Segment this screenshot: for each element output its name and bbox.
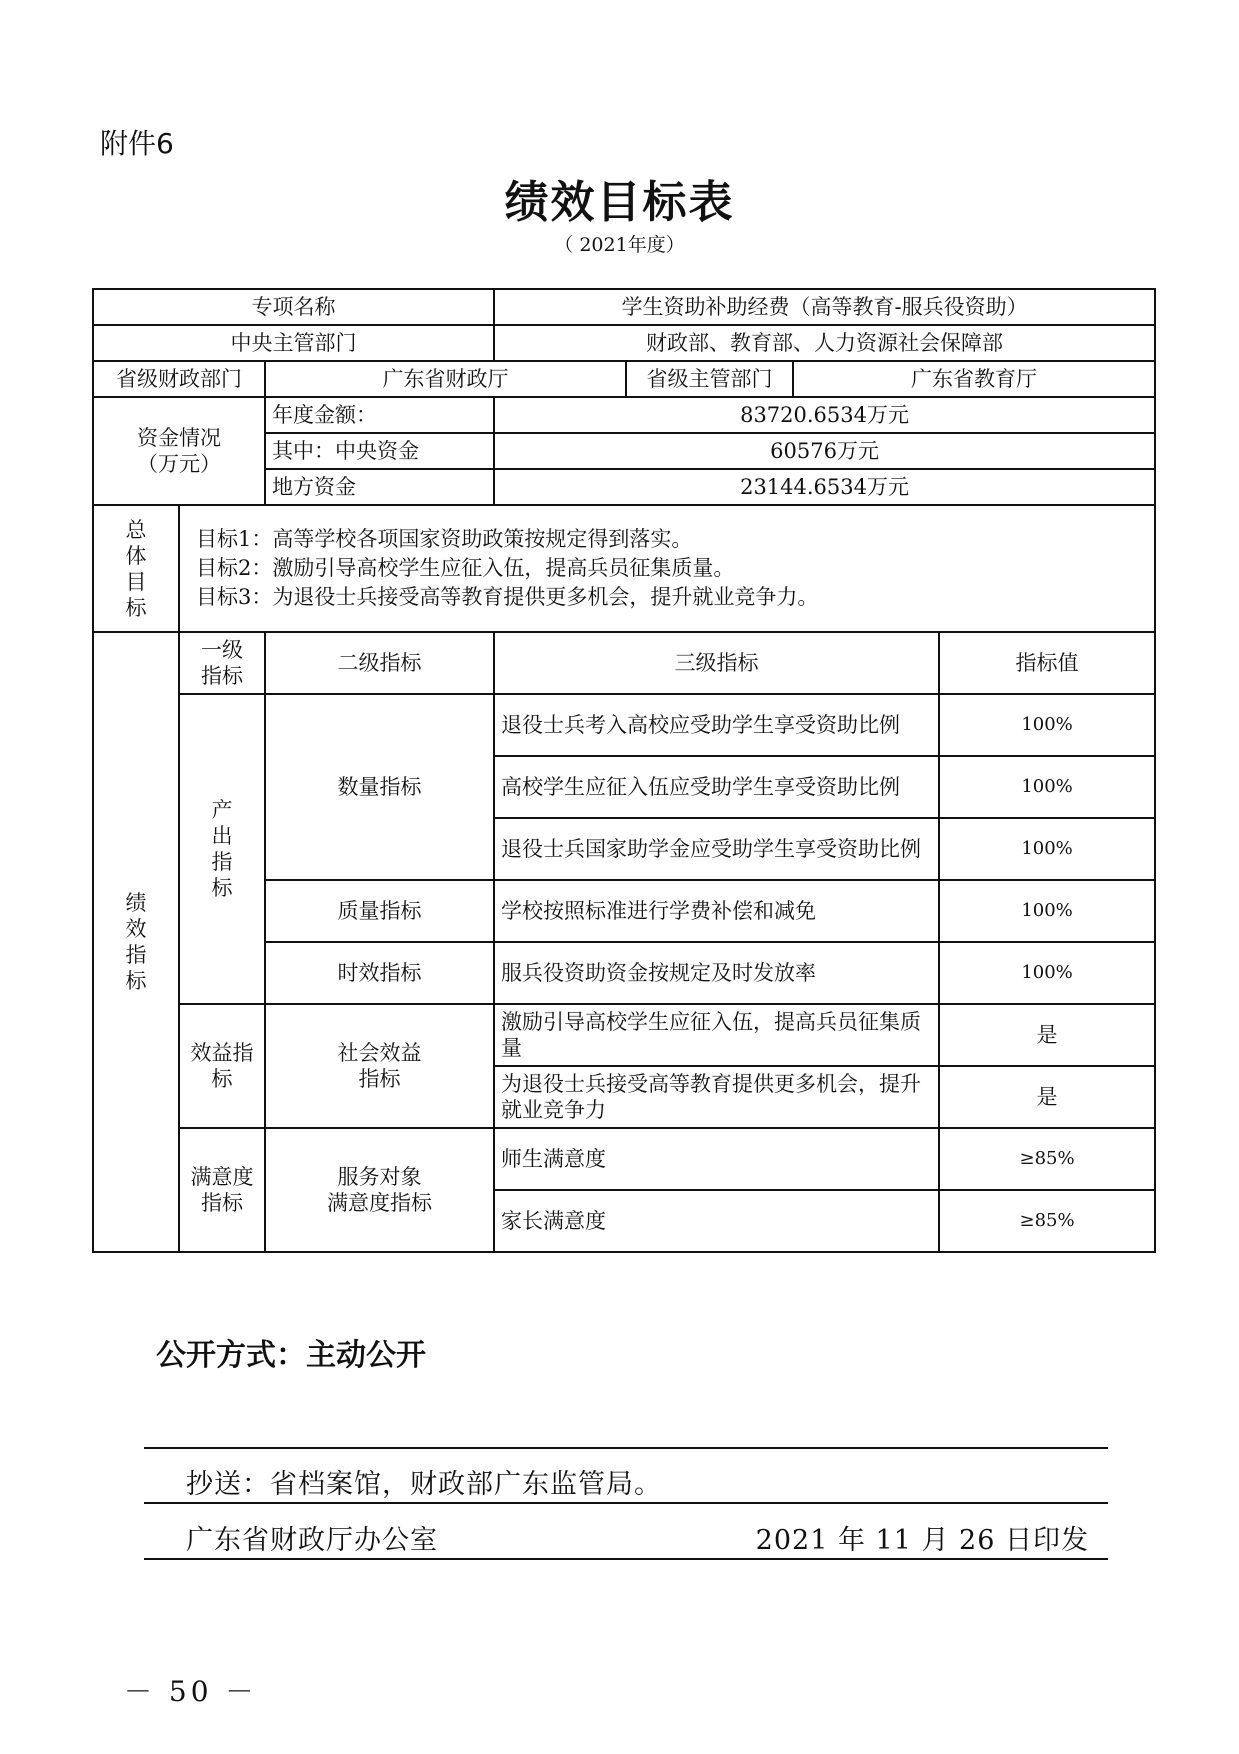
output-indicators-label: 产 出 指 标: [179, 694, 265, 1004]
indicator-row: 师生满意度: [494, 1128, 939, 1190]
issue-date: 2021 年 11 月 26 日印发: [755, 1525, 1089, 1556]
header-level2: 二级指标: [265, 632, 494, 694]
quantity-indicators-label: 数量指标: [265, 694, 494, 880]
page-title: 绩效目标表: [504, 177, 735, 228]
header-level3: 三级指标: [494, 632, 939, 694]
indicator-value: 100%: [939, 694, 1155, 756]
central-dept-value: 财政部、教育部、人力资源社会保障部: [494, 325, 1155, 361]
divider-bottom: [144, 1558, 1108, 1560]
indicator-row: 退役士兵考入高校应受助学生享受资助比例: [494, 694, 939, 756]
attachment-label: 附件6: [100, 127, 174, 160]
central-funds-label: 其中：中央资金: [265, 433, 494, 469]
divider-middle: [144, 1502, 1108, 1504]
indicator-value: 100%: [939, 942, 1155, 1004]
social-benefit-label: 社会效益 指标: [265, 1004, 494, 1128]
indicator-row: 家长满意度: [494, 1190, 939, 1252]
divider-top: [144, 1447, 1108, 1449]
perf-indicators-label: 绩 效 指 标: [93, 632, 179, 1252]
prov-finance-label: 省级财政部门: [93, 361, 265, 397]
funds-label: [93, 397, 265, 505]
project-name-label: 专项名称: [93, 289, 494, 325]
indicator-value: ≥85%: [939, 1190, 1155, 1252]
central-dept-label: 中央主管部门: [93, 325, 494, 361]
quality-indicators-label: 质量指标: [265, 880, 494, 942]
header-value: 指标值: [939, 632, 1155, 694]
page-number: － 50 －: [124, 1675, 258, 1708]
service-satisfaction-label: 服务对象 满意度指标: [265, 1128, 494, 1252]
benefit-indicators-label: 效益指 标: [179, 1004, 265, 1128]
indicator-row: 服兵役资助资金按规定及时发放率: [494, 942, 939, 1004]
indicator-row: 高校学生应征入伍应受助学生享受资助比例: [494, 756, 939, 818]
central-funds-value: 60576万元: [494, 433, 1155, 469]
funds-label-line1: 资金情况: [137, 426, 221, 450]
goal-3: 目标3：为退役士兵接受高等教育提供更多机会，提升就业竞争力。: [196, 585, 819, 609]
indicator-row: 退役士兵国家助学金应受助学生享受资助比例: [494, 818, 939, 880]
issuing-office: 广东省财政厅办公室: [186, 1525, 438, 1556]
indicator-value: 是: [939, 1066, 1155, 1128]
prov-finance-value: 广东省财政厅: [265, 361, 626, 397]
indicator-row: 激励引导高校学生应征入伍，提高兵员征集质量: [494, 1004, 939, 1066]
performance-target-table: [92, 288, 1156, 1253]
indicator-value: ≥85%: [939, 1128, 1155, 1190]
annual-amount-label: 年度金额：: [265, 397, 494, 433]
local-funds-value: 23144.6534万元: [494, 469, 1155, 505]
indicator-value: 100%: [939, 880, 1155, 942]
indicator-value: 100%: [939, 818, 1155, 880]
goal-1: 目标1：高等学校各项国家资助政策按规定得到落实。: [196, 527, 693, 551]
overall-goals: [179, 505, 1155, 632]
local-funds-label: 地方资金: [265, 469, 494, 505]
indicator-row: 为退役士兵接受高等教育提供更多机会，提升就业竞争力: [494, 1066, 939, 1128]
indicator-row: 学校按照标准进行学费补偿和减免: [494, 880, 939, 942]
goal-2: 目标2：激励引导高校学生应征入伍，提高兵员征集质量。: [196, 556, 735, 580]
year-subtitle: （ 2021年度）: [554, 234, 685, 256]
cc-recipients: 抄送：省档案馆，财政部广东监管局。: [186, 1469, 662, 1500]
overall-goal-label: 总 体 目 标: [93, 505, 179, 632]
annual-amount-value: 83720.6534万元: [494, 397, 1155, 433]
prov-dept-value: 广东省教育厅: [793, 361, 1155, 397]
satisfaction-indicators-label: 满意度 指标: [179, 1128, 265, 1252]
indicator-value: 是: [939, 1004, 1155, 1066]
timeliness-indicators-label: 时效指标: [265, 942, 494, 1004]
indicator-value: 100%: [939, 756, 1155, 818]
funds-label-line2: （万元）: [137, 452, 221, 476]
prov-dept-label: 省级主管部门: [626, 361, 793, 397]
disclosure-method: 公开方式：主动公开: [156, 1338, 426, 1373]
header-level1: 一级 指标: [179, 632, 265, 694]
project-name-value: 学生资助补助经费（高等教育-服兵役资助）: [494, 289, 1155, 325]
